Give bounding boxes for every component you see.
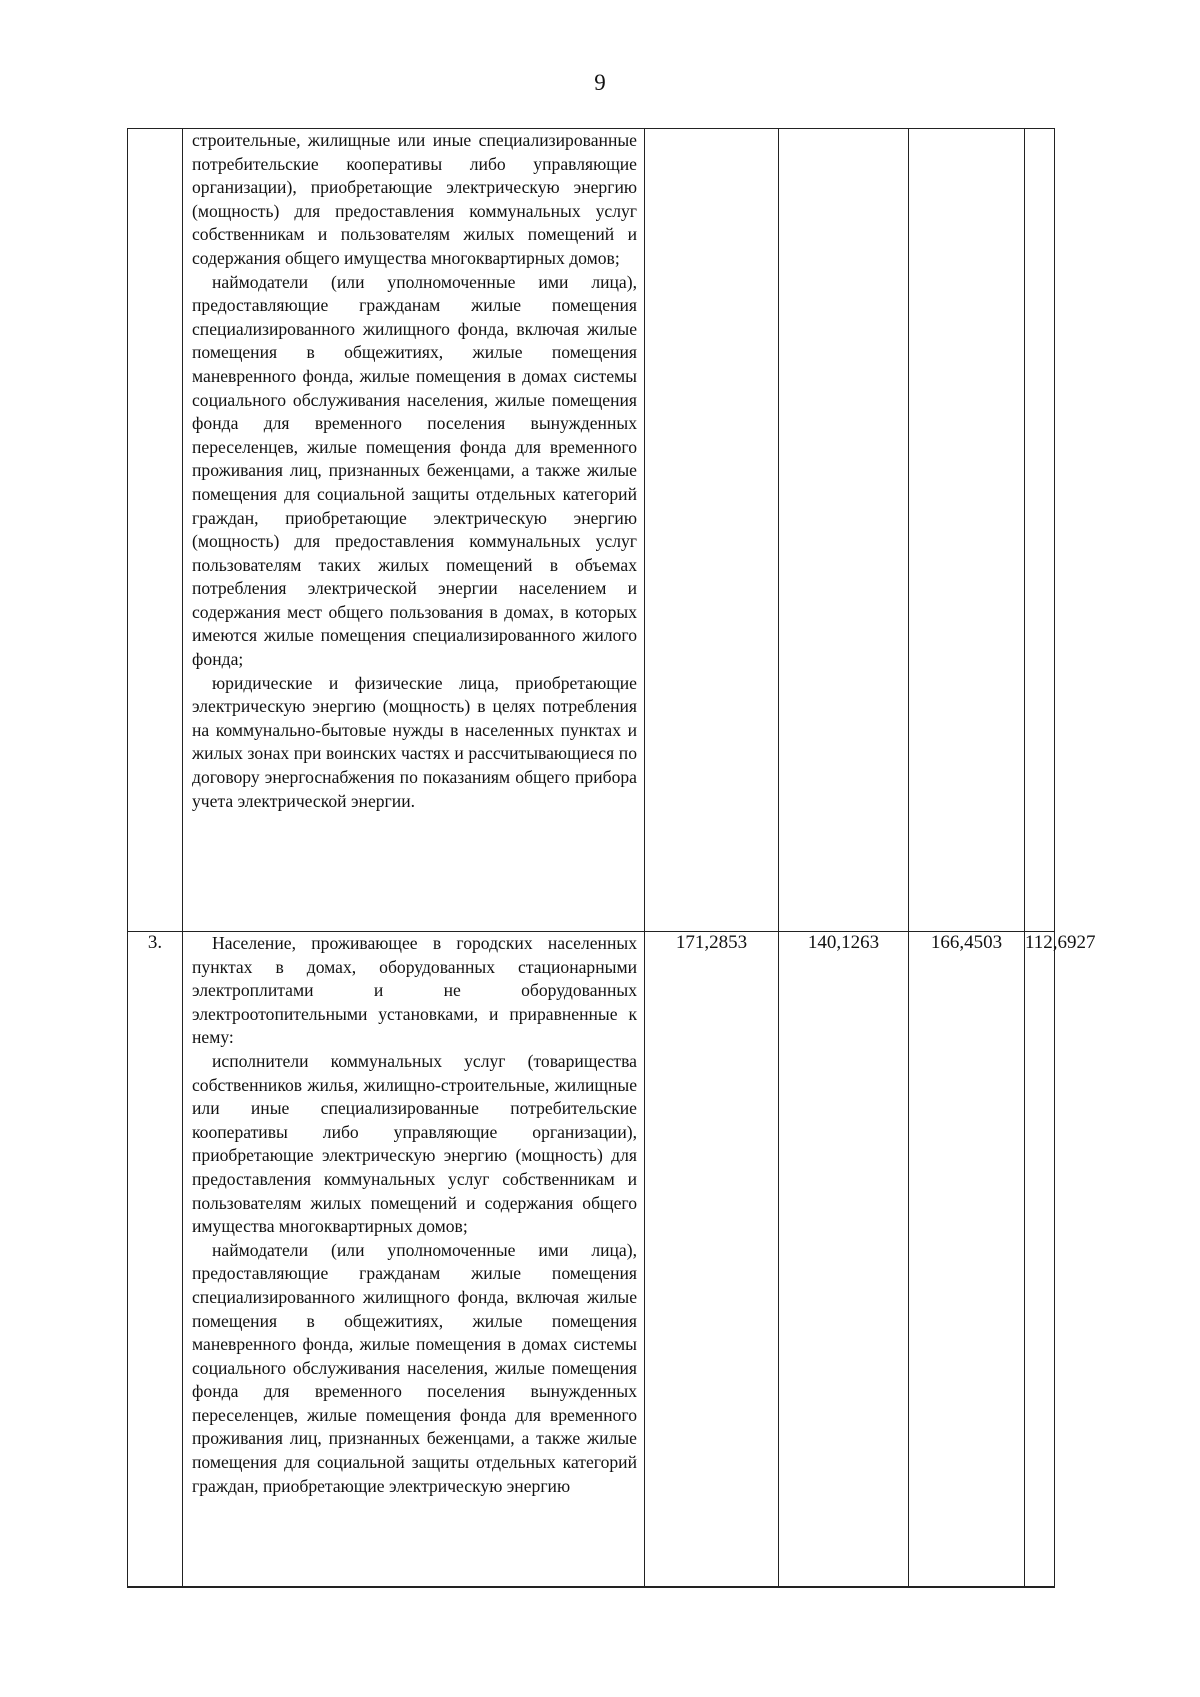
table-row — [128, 932, 1055, 1588]
tariff-value-cell — [909, 129, 1025, 932]
category-paragraph: наймодатели (или уполномоченные ими лица), предоставляющие гражданам жилые помещения специализированного жилищного фонда, включая жилые помещения в общежитиях, жилые помещения маневренного фонда, жилые помещения в домах системы социального обслуживания населения, жилые помещения фонда для временного поселения вынужденных переселенцев, жилые помещения фонда для временного проживания лиц, признанных беженцами, а также жилые помещения для социальной защиты отдельных категорий граждан, приобретающие электрическую энергию — [192, 1239, 637, 1496]
tariff-value-cell — [779, 129, 909, 932]
page-number: 9 — [594, 70, 606, 95]
consumer-category-cell — [183, 932, 645, 1588]
consumer-category-cell — [183, 129, 645, 932]
category-paragraph: строительные, жилищные или иные специализированные потребительские кооперативы либо управляющие организации), приобретающие электрическую энергию (мощность) для предоставления коммунальных услуг собственникам и пользователям жилых помещений и содержания общего имущества многоквартирных домов; — [192, 130, 637, 268]
tariff-value-cell: 171,2853 — [645, 932, 779, 1588]
category-paragraph: юридические и физические лица, приобретающие электрическую энергию (мощность) в целях потребления на коммунально-бытовые нужды в населенных пунктах и жилых зонах при воинских частях и рассчитывающиеся по договору энергоснабжения по показаниям общего прибора учета электрической энергии. — [192, 672, 637, 811]
category-paragraph: исполнители коммунальных услуг (товарищества собственников жилья, жилищно-строительные, жилищные или иные специализированные потребительские кооперативы либо управляющие организации), приобретающие электрическую энергию (мощность) для предоставления коммунальных услуг собственникам и пользователям жилых помещений и содержания общего имущества многоквартирных домов; — [192, 1050, 637, 1237]
tariff-value-cell — [1025, 129, 1055, 932]
tariff-value-cell: 166,4503 — [909, 932, 1025, 1588]
table-row — [128, 129, 1055, 932]
row-number — [128, 129, 183, 932]
tariff-value-cell: 112,6927 — [1025, 932, 1055, 1588]
tariff-value-cell — [645, 129, 779, 932]
tariff-value-cell: 140,1263 — [779, 932, 909, 1588]
category-paragraph: наймодатели (или уполномоченные ими лица), предоставляющие гражданам жилые помещения специализированного жилищного фонда, включая жилые помещения в общежитиях, жилые помещения маневренного фонда, жилые помещения в домах системы социального обслуживания населения, жилые помещения фонда для временного поселения вынужденных переселенцев, жилые помещения фонда для временного проживания лиц, признанных беженцами, а также жилые помещения для социальной защиты отдельных категорий граждан, приобретающие электрическую энергию (мощность) для предоставления коммунальных услуг пользователям таких жилых помещений в объемах потребления электрической энергии населением и содержания мест общего пользования в домах, в которых имеются жилые помещения специализированного жилого фонда; — [192, 271, 637, 670]
tariff-table — [127, 128, 1096, 1588]
row-number: 3. — [128, 932, 183, 1588]
category-paragraph: Население, проживающее в городских населенных пунктах в домах, оборудованных стационарными электроплитами и не оборудованных электроотопительными установками, и приравненные к нему: — [192, 933, 637, 1048]
